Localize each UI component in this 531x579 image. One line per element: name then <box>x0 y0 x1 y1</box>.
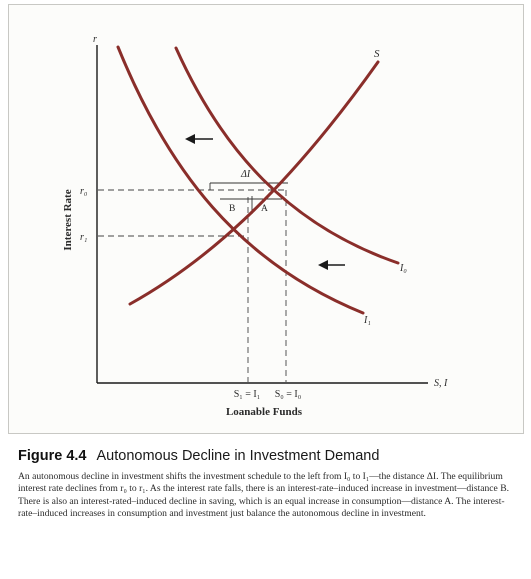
curve-label-saving: S <box>374 48 380 60</box>
caption-paragraph: An autonomous decline in investment shifts the investment schedule to the left from I₀ to I₁—the distance ΔI. The equilibrium interest rate declines from r₀ to r₁. As the interest rate falls, there is an interest-rate–induced increase in investment—distance B. There is also an interest-rated–induced decline in saving, which is an equal increase in consumption—distance A. The interest-rate–induced increases in consumption and investment just balance the autonomous decline in investment. <box>18 471 510 520</box>
caption-title-line <box>18 448 518 464</box>
tick-label-x0: S₀ = I₀ <box>274 389 302 400</box>
x-axis-symbol: S, I <box>434 378 448 389</box>
y-axis-label: Interest Rate <box>62 189 74 251</box>
dashed-guides <box>98 190 286 382</box>
distance-a-label: A <box>261 204 268 214</box>
delta-i-label: ΔI <box>241 169 251 180</box>
shift-arrow-lower <box>318 260 345 270</box>
tick-label-r0: r₀ <box>80 186 88 197</box>
x-axis-label: Loanable Funds <box>225 406 303 418</box>
tick-label-r1: r₁ <box>80 232 88 243</box>
distance-b-label: B <box>229 204 236 214</box>
curve-label-investment-new: I₁ <box>364 315 371 326</box>
curve-label-investment-initial: I₀ <box>400 263 407 274</box>
caption-body <box>18 471 518 521</box>
shift-arrow-upper <box>185 134 213 144</box>
figure-title: Autonomous Decline in Investment Demand <box>96 448 380 464</box>
figure-caption <box>18 448 518 521</box>
figure-number: Figure 4.4 <box>18 448 87 464</box>
tick-label-x1: S₁ = I₁ <box>233 389 261 400</box>
investment-curve-new <box>118 47 363 313</box>
y-axis-symbol: r <box>93 34 97 45</box>
